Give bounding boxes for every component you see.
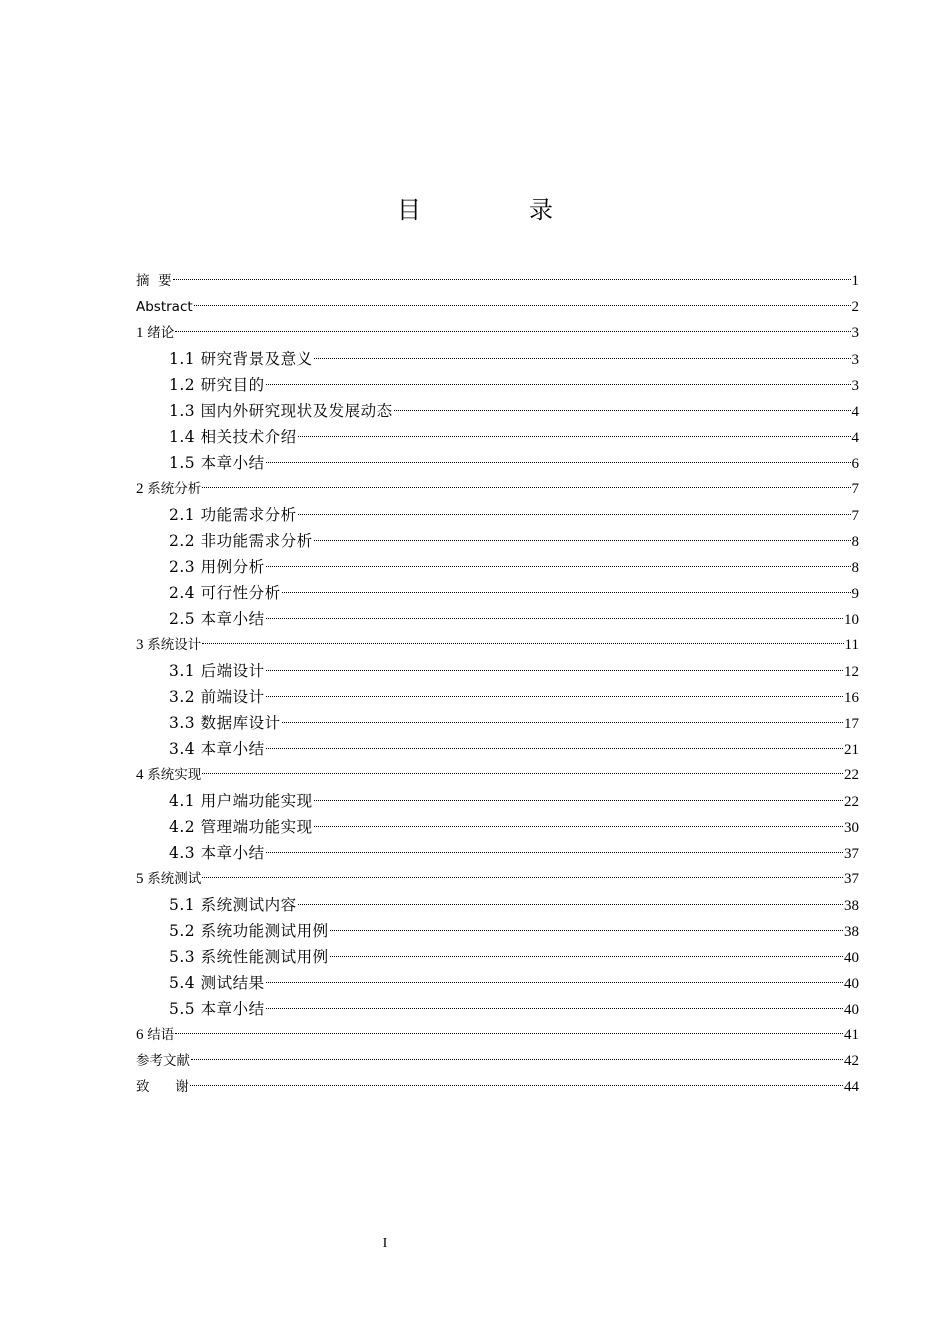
- toc-entry-title: 2.4 可行性分析: [169, 584, 281, 602]
- toc-entry[interactable]: [136, 814, 859, 840]
- toc-dot-leader: [202, 487, 850, 488]
- toc-entry-page: 3: [851, 325, 859, 341]
- toc-entry-page: 30: [844, 820, 859, 836]
- toc-entry-title: 6 结语: [136, 1027, 175, 1043]
- toc-entry-page: 8: [851, 534, 859, 550]
- toc-entry[interactable]: [136, 918, 859, 944]
- toc-entry[interactable]: [136, 944, 859, 970]
- toc-dot-leader: [191, 1059, 843, 1060]
- toc-entry-title: 3.4 本章小结: [169, 740, 265, 758]
- toc-dot-leader: [266, 670, 843, 671]
- toc-entry-title: 4.2 管理端功能实现: [169, 818, 313, 836]
- toc-entry-title: 5.3 系统性能测试用例: [169, 948, 329, 966]
- toc-entry-title: 5 系统测试: [136, 871, 202, 887]
- toc-entry[interactable]: [136, 346, 859, 372]
- toc-entry-page: 11: [844, 637, 859, 653]
- toc-entry-title: 参考文献: [136, 1053, 190, 1069]
- toc-entry-title: 摘 要: [136, 273, 172, 289]
- toc-entry-page: 16: [844, 690, 859, 706]
- toc-entry-title: 4 系统实现: [136, 767, 202, 783]
- toc-entry-title: 2 系统分析: [136, 481, 202, 497]
- toc-entry-page: 3: [851, 378, 859, 394]
- toc-entry[interactable]: [136, 684, 859, 710]
- toc-entry[interactable]: [136, 606, 859, 632]
- toc-entry-title: 1.5 本章小结: [169, 454, 265, 472]
- toc-entry[interactable]: [136, 398, 859, 424]
- toc-entry[interactable]: [136, 294, 859, 320]
- toc-entry-page: 3: [851, 352, 859, 368]
- toc-entry[interactable]: [136, 424, 859, 450]
- toc-entry[interactable]: [136, 1074, 859, 1100]
- toc-entry-title: Abstract: [136, 299, 193, 315]
- toc-entry-page: 2: [851, 299, 859, 315]
- toc-dot-leader: [266, 462, 851, 463]
- toc-entry-title: 2.1 功能需求分析: [169, 506, 297, 524]
- toc-entry-page: 38: [844, 924, 859, 940]
- toc-entry-page: 41: [844, 1027, 859, 1043]
- toc-entry-title: 5.2 系统功能测试用例: [169, 922, 329, 940]
- toc-entry-page: 1: [851, 273, 859, 289]
- toc-entry-title: 1.3 国内外研究现状及发展动态: [169, 402, 393, 420]
- toc-dot-leader: [266, 618, 843, 619]
- toc-dot-leader: [298, 904, 843, 905]
- toc-dot-leader: [314, 800, 843, 801]
- toc-entry-title: 1.1 研究背景及意义: [169, 350, 313, 368]
- toc-dot-leader: [314, 358, 851, 359]
- toc-dot-leader: [266, 748, 843, 749]
- toc-entry[interactable]: [136, 996, 859, 1022]
- toc-entry-page: 37: [844, 871, 859, 887]
- toc-dot-leader: [314, 540, 851, 541]
- toc-entry[interactable]: [136, 528, 859, 554]
- toc-entry-title: 2.2 非功能需求分析: [169, 532, 313, 550]
- toc-dot-leader: [330, 956, 843, 957]
- toc-entry[interactable]: [136, 710, 859, 736]
- toc-dot-leader: [266, 982, 843, 983]
- toc-entry[interactable]: [136, 1022, 859, 1048]
- toc-entry-page: 12: [844, 664, 859, 680]
- toc-entry-page: 40: [844, 950, 859, 966]
- toc-entry-page: 4: [851, 404, 859, 420]
- toc-dot-leader: [202, 773, 843, 774]
- page-title: 目 录: [397, 196, 595, 225]
- toc-entry[interactable]: [136, 892, 859, 918]
- toc-entry-page: 40: [844, 1002, 859, 1018]
- toc-dot-leader: [282, 592, 851, 593]
- toc-entry-title: 致 谢: [136, 1079, 189, 1095]
- toc-entry-title: 3 系统设计: [136, 637, 202, 653]
- toc-entry[interactable]: [136, 450, 859, 476]
- toc-entry-title: 3.1 后端设计: [169, 662, 265, 680]
- toc-entry-page: 22: [844, 767, 859, 783]
- toc-entry[interactable]: [136, 1048, 859, 1074]
- toc-entry-title: 5.4 测试结果: [169, 974, 265, 992]
- table-of-contents: [136, 268, 859, 1100]
- toc-entry[interactable]: [136, 580, 859, 606]
- toc-entry-page: 17: [844, 716, 859, 732]
- toc-entry-title: 2.5 本章小结: [169, 610, 265, 628]
- toc-dot-leader: [202, 877, 843, 878]
- toc-dot-leader: [266, 566, 851, 567]
- toc-dot-leader: [266, 852, 843, 853]
- toc-entry-title: 4.1 用户端功能实现: [169, 792, 313, 810]
- toc-entry[interactable]: [136, 502, 859, 528]
- toc-dot-leader: [266, 696, 843, 697]
- toc-dot-leader: [282, 722, 843, 723]
- toc-entry-title: 1.4 相关技术介绍: [169, 428, 297, 446]
- toc-dot-leader: [190, 1085, 843, 1086]
- toc-entry-page: 37: [844, 846, 859, 862]
- toc-entry-title: 2.3 用例分析: [169, 558, 265, 576]
- toc-entry-page: 8: [851, 560, 859, 576]
- toc-entry-title: 4.3 本章小结: [169, 844, 265, 862]
- toc-entry-title: 3.3 数据库设计: [169, 714, 281, 732]
- footer-page-number: I: [382, 1236, 388, 1251]
- toc-entry-page: 22: [844, 794, 859, 810]
- toc-entry-title: 5.1 系统测试内容: [169, 896, 297, 914]
- toc-dot-leader: [266, 1008, 843, 1009]
- toc-entry[interactable]: [136, 476, 859, 502]
- toc-entry-page: 9: [851, 586, 859, 602]
- toc-dot-leader: [314, 826, 843, 827]
- toc-entry[interactable]: [136, 268, 859, 294]
- toc-dot-leader: [330, 930, 843, 931]
- toc-dot-leader: [175, 1033, 843, 1034]
- toc-entry[interactable]: [136, 866, 859, 892]
- toc-entry[interactable]: [136, 736, 859, 762]
- toc-entry-page: 44: [844, 1079, 859, 1095]
- toc-dot-leader: [266, 384, 851, 385]
- toc-entry[interactable]: [136, 320, 859, 346]
- toc-entry-title: 1.2 研究目的: [169, 376, 265, 394]
- toc-entry-page: 42: [844, 1053, 859, 1069]
- toc-entry[interactable]: [136, 970, 859, 996]
- toc-entry-page: 10: [844, 612, 859, 628]
- toc-entry-page: 40: [844, 976, 859, 992]
- toc-entry-title: 3.2 前端设计: [169, 688, 265, 706]
- toc-entry-page: 21: [844, 742, 859, 758]
- toc-dot-leader: [394, 410, 851, 411]
- toc-dot-leader: [175, 331, 850, 332]
- toc-entry[interactable]: [136, 554, 859, 580]
- toc-entry-page: 4: [851, 430, 859, 446]
- toc-dot-leader: [173, 279, 851, 280]
- toc-dot-leader: [202, 643, 843, 644]
- toc-entry-page: 6: [851, 456, 859, 472]
- toc-entry[interactable]: [136, 658, 859, 684]
- toc-entry-title: 5.5 本章小结: [169, 1000, 265, 1018]
- toc-entry-title: 1 绪论: [136, 325, 175, 341]
- toc-dot-leader: [298, 514, 851, 515]
- toc-entry[interactable]: [136, 762, 859, 788]
- toc-entry[interactable]: [136, 632, 859, 658]
- toc-entry-page: 38: [844, 898, 859, 914]
- toc-dot-leader: [194, 305, 851, 306]
- toc-entry-page: 7: [851, 481, 859, 497]
- toc-entry[interactable]: [136, 372, 859, 398]
- toc-entry[interactable]: [136, 788, 859, 814]
- toc-entry-page: 7: [851, 508, 859, 524]
- toc-entry[interactable]: [136, 840, 859, 866]
- toc-dot-leader: [298, 436, 851, 437]
